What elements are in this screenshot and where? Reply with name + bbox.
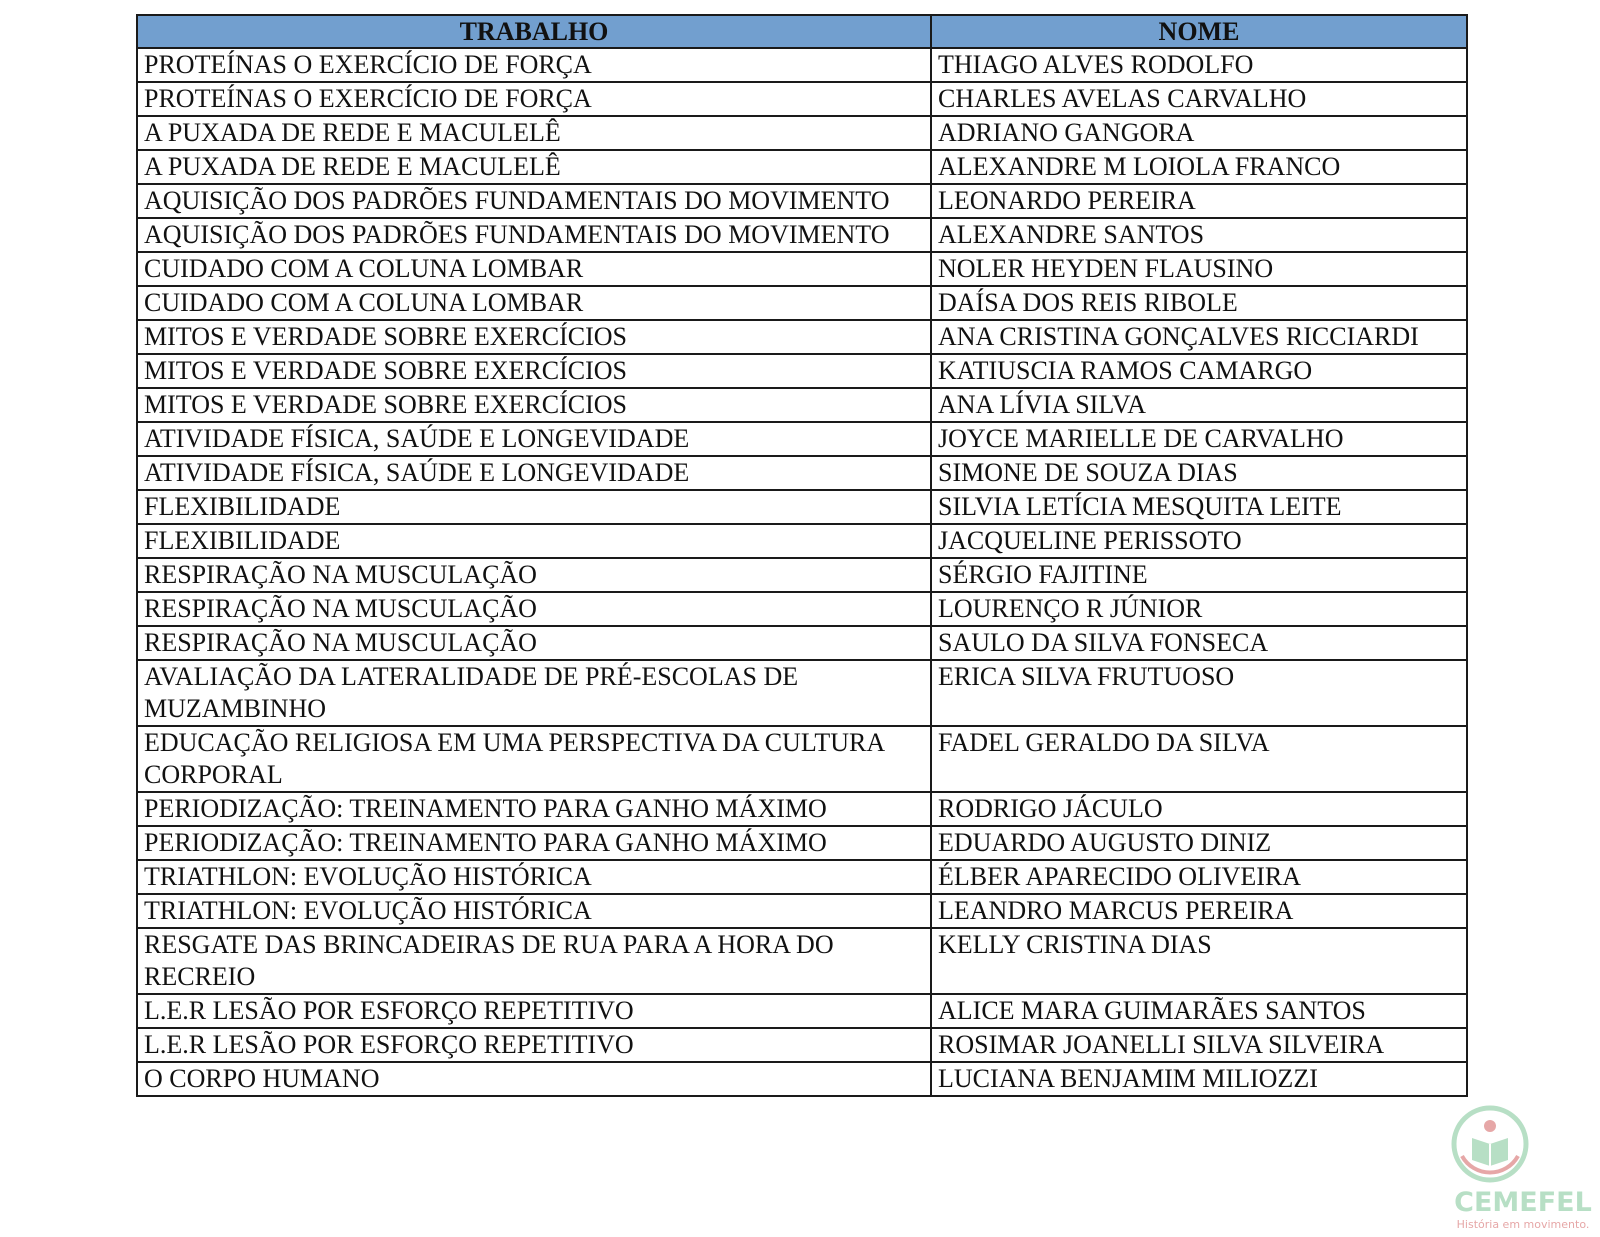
cell-trabalho: PERIODIZAÇÃO: TREINAMENTO PARA GANHO MÁXIMO xyxy=(137,792,931,826)
cell-nome: CHARLES AVELAS CARVALHO xyxy=(931,82,1467,116)
cell-trabalho: EDUCAÇÃO RELIGIOSA EM UMA PERSPECTIVA DA CULTURA CORPORAL xyxy=(137,726,931,792)
table-row xyxy=(137,860,1467,894)
cell-trabalho: L.E.R LESÃO POR ESFORÇO REPETITIVO xyxy=(137,1028,931,1062)
table-row xyxy=(137,490,1467,524)
cell-nome: ALEXANDRE SANTOS xyxy=(931,218,1467,252)
cell-trabalho: FLEXIBILIDADE xyxy=(137,524,931,558)
table-row xyxy=(137,1062,1467,1096)
table-row xyxy=(137,792,1467,826)
cell-trabalho: ATIVIDADE FÍSICA, SAÚDE E LONGEVIDADE xyxy=(137,456,931,490)
cell-trabalho: FLEXIBILIDADE xyxy=(137,490,931,524)
table-row xyxy=(137,354,1467,388)
table-row xyxy=(137,218,1467,252)
table-row xyxy=(137,994,1467,1028)
cell-trabalho: L.E.R LESÃO POR ESFORÇO REPETITIVO xyxy=(137,994,931,1028)
cell-trabalho: AQUISIÇÃO DOS PADRÕES FUNDAMENTAIS DO MOVIMENTO xyxy=(137,184,931,218)
cell-nome: LEANDRO MARCUS PEREIRA xyxy=(931,894,1467,928)
cell-nome: ÉLBER APARECIDO OLIVEIRA xyxy=(931,860,1467,894)
table-row xyxy=(137,726,1467,792)
cell-nome: ALICE MARA GUIMARÃES SANTOS xyxy=(931,994,1467,1028)
table-row xyxy=(137,422,1467,456)
cell-nome: ALEXANDRE M LOIOLA FRANCO xyxy=(931,150,1467,184)
cell-trabalho: PERIODIZAÇÃO: TREINAMENTO PARA GANHO MÁXIMO xyxy=(137,826,931,860)
cell-trabalho: PROTEÍNAS O EXERCÍCIO DE FORÇA xyxy=(137,82,931,116)
cell-trabalho: MITOS E VERDADE SOBRE EXERCÍCIOS xyxy=(137,320,931,354)
table-row xyxy=(137,116,1467,150)
table-row xyxy=(137,524,1467,558)
table-row xyxy=(137,184,1467,218)
table-row xyxy=(137,388,1467,422)
cell-nome: SILVIA LETÍCIA MESQUITA LEITE xyxy=(931,490,1467,524)
cell-trabalho: PROTEÍNAS O EXERCÍCIO DE FORÇA xyxy=(137,48,931,82)
table-row xyxy=(137,286,1467,320)
cell-nome: EDUARDO AUGUSTO DINIZ xyxy=(931,826,1467,860)
cell-nome: LOURENÇO R JÚNIOR xyxy=(931,592,1467,626)
cell-nome: RODRIGO JÁCULO xyxy=(931,792,1467,826)
table-row xyxy=(137,320,1467,354)
cell-trabalho: RESGATE DAS BRINCADEIRAS DE RUA PARA A HORA DO RECREIO xyxy=(137,928,931,994)
cell-trabalho: RESPIRAÇÃO NA MUSCULAÇÃO xyxy=(137,592,931,626)
cell-trabalho: RESPIRAÇÃO NA MUSCULAÇÃO xyxy=(137,558,931,592)
cell-nome: JACQUELINE PERISSOTO xyxy=(931,524,1467,558)
header-nome: NOME xyxy=(931,15,1467,48)
cell-trabalho: TRIATHLON: EVOLUÇÃO HISTÓRICA xyxy=(137,860,931,894)
cell-trabalho: RESPIRAÇÃO NA MUSCULAÇÃO xyxy=(137,626,931,660)
table-row xyxy=(137,592,1467,626)
logo-tagline: História em movimento. xyxy=(1456,1218,1590,1231)
table-row xyxy=(137,558,1467,592)
cell-trabalho: TRIATHLON: EVOLUÇÃO HISTÓRICA xyxy=(137,894,931,928)
table-row xyxy=(137,894,1467,928)
cell-nome: FADEL GERALDO DA SILVA xyxy=(931,726,1467,792)
logo-wordmark: CEMEFEL xyxy=(1454,1187,1592,1218)
cell-nome: KATIUSCIA RAMOS CAMARGO xyxy=(931,354,1467,388)
cell-trabalho: CUIDADO COM A COLUNA LOMBAR xyxy=(137,286,931,320)
table-row xyxy=(137,1028,1467,1062)
header-trabalho: TRABALHO xyxy=(137,15,931,48)
table-row xyxy=(137,928,1467,994)
table-row xyxy=(137,626,1467,660)
cell-nome: ADRIANO GANGORA xyxy=(931,116,1467,150)
table-row xyxy=(137,150,1467,184)
cell-trabalho: MITOS E VERDADE SOBRE EXERCÍCIOS xyxy=(137,388,931,422)
cell-nome: ROSIMAR JOANELLI SILVA SILVEIRA xyxy=(931,1028,1467,1062)
works-table xyxy=(136,14,1468,1097)
cell-trabalho: AVALIAÇÃO DA LATERALIDADE DE PRÉ-ESCOLAS DE MUZAMBINHO xyxy=(137,660,931,726)
table-row xyxy=(137,456,1467,490)
cell-nome: JOYCE MARIELLE DE CARVALHO xyxy=(931,422,1467,456)
cell-nome: LEONARDO PEREIRA xyxy=(931,184,1467,218)
table-row xyxy=(137,48,1467,82)
table-row xyxy=(137,82,1467,116)
cell-trabalho: MITOS E VERDADE SOBRE EXERCÍCIOS xyxy=(137,354,931,388)
table-row xyxy=(137,252,1467,286)
table-row xyxy=(137,826,1467,860)
cell-trabalho: A PUXADA DE REDE E MACULELÊ xyxy=(137,116,931,150)
cell-nome: ANA LÍVIA SILVA xyxy=(931,388,1467,422)
cell-nome: THIAGO ALVES RODOLFO xyxy=(931,48,1467,82)
table-row xyxy=(137,660,1467,726)
cell-nome: SIMONE DE SOUZA DIAS xyxy=(931,456,1467,490)
cell-trabalho: A PUXADA DE REDE E MACULELÊ xyxy=(137,150,931,184)
cell-nome: ANA CRISTINA GONÇALVES RICCIARDI xyxy=(931,320,1467,354)
cell-trabalho: ATIVIDADE FÍSICA, SAÚDE E LONGEVIDADE xyxy=(137,422,931,456)
cell-nome: SAULO DA SILVA FONSECA xyxy=(931,626,1467,660)
cell-nome: DAÍSA DOS REIS RIBOLE xyxy=(931,286,1467,320)
cell-nome: NOLER HEYDEN FLAUSINO xyxy=(931,252,1467,286)
cell-nome: LUCIANA BENJAMIM MILIOZZI xyxy=(931,1062,1467,1096)
cell-nome: SÉRGIO FAJITINE xyxy=(931,558,1467,592)
header-row xyxy=(137,15,1467,48)
cell-trabalho: CUIDADO COM A COLUNA LOMBAR xyxy=(137,252,931,286)
cell-nome: KELLY CRISTINA DIAS xyxy=(931,928,1467,994)
cell-nome: ERICA SILVA FRUTUOSO xyxy=(931,660,1467,726)
cell-trabalho: O CORPO HUMANO xyxy=(137,1062,931,1096)
cell-trabalho: AQUISIÇÃO DOS PADRÕES FUNDAMENTAIS DO MOVIMENTO xyxy=(137,218,931,252)
